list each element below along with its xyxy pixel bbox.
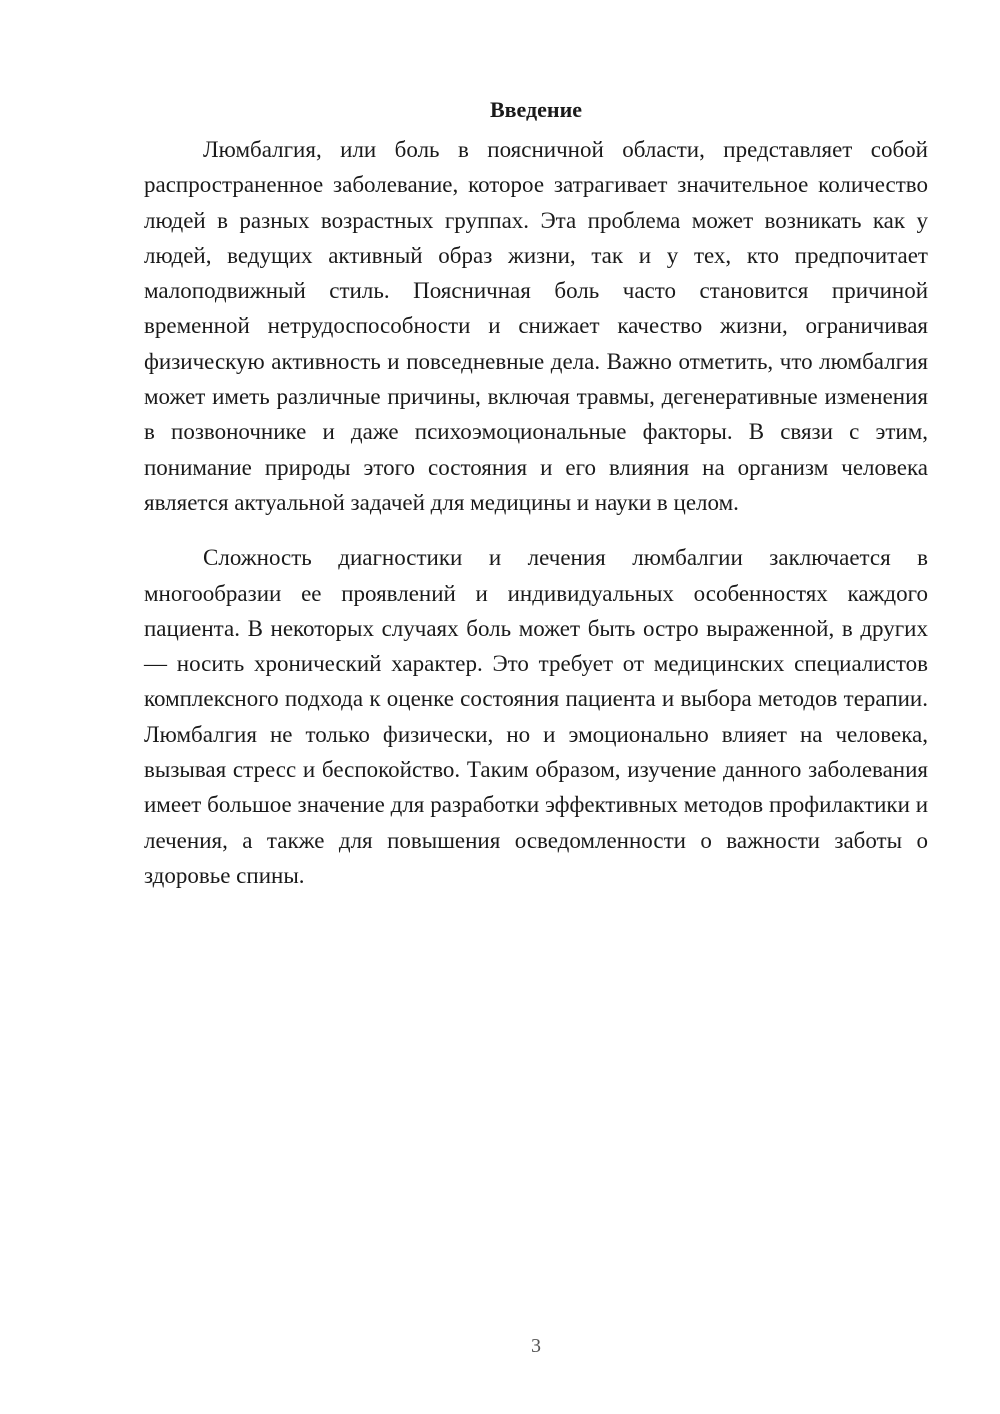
section-title: Введение: [489, 97, 583, 122]
page-content: [144, 92, 928, 893]
page-number: 3: [531, 1335, 541, 1357]
paragraph-2: Сложность диагностики и лечения люмбалгии заключается в многообразии ее проявлений и индивидуальных особенностях каждого пациента. В некоторых случаях боль может быть остро выраженной, в других — носить хронический характер. Это требует от медицинских специалистов комплексного подхода к оценке состояния пациента и выбора методов терапии. Люмбалгия не только физически, но и эмоционально влияет на человека, вызывая стресс и беспокойство. Таким образом, изучение данного заболевания имеет большое значение для разработки эффективных методов профилактики и лечения, а также для повышения осведомленности о важности заботы о здоровье спины.: [144, 545, 928, 888]
paragraph-1: Люмбалгия, или боль в поясничной области, представляет собой распространенное заболевание, которое затрагивает значительное количество людей в разных возрастных группах. Эта проблема может возникать как у людей, ведущих активный образ жизни, так и у тех, кто предпочитает малоподвижный стиль. Поясничная боль часто становится причиной временной нетрудоспособности и снижает качество жизни, ограничивая физическую активность и повседневные дела. Важно отметить, что люмбалгия может иметь различные причины, включая травмы, дегенеративные изменения в позвоночнике и даже психоэмоциональные факторы. В связи с этим, понимание природы этого состояния и его влияния на организм человека является актуальной задачей для медицины и науки в целом.: [144, 137, 928, 515]
